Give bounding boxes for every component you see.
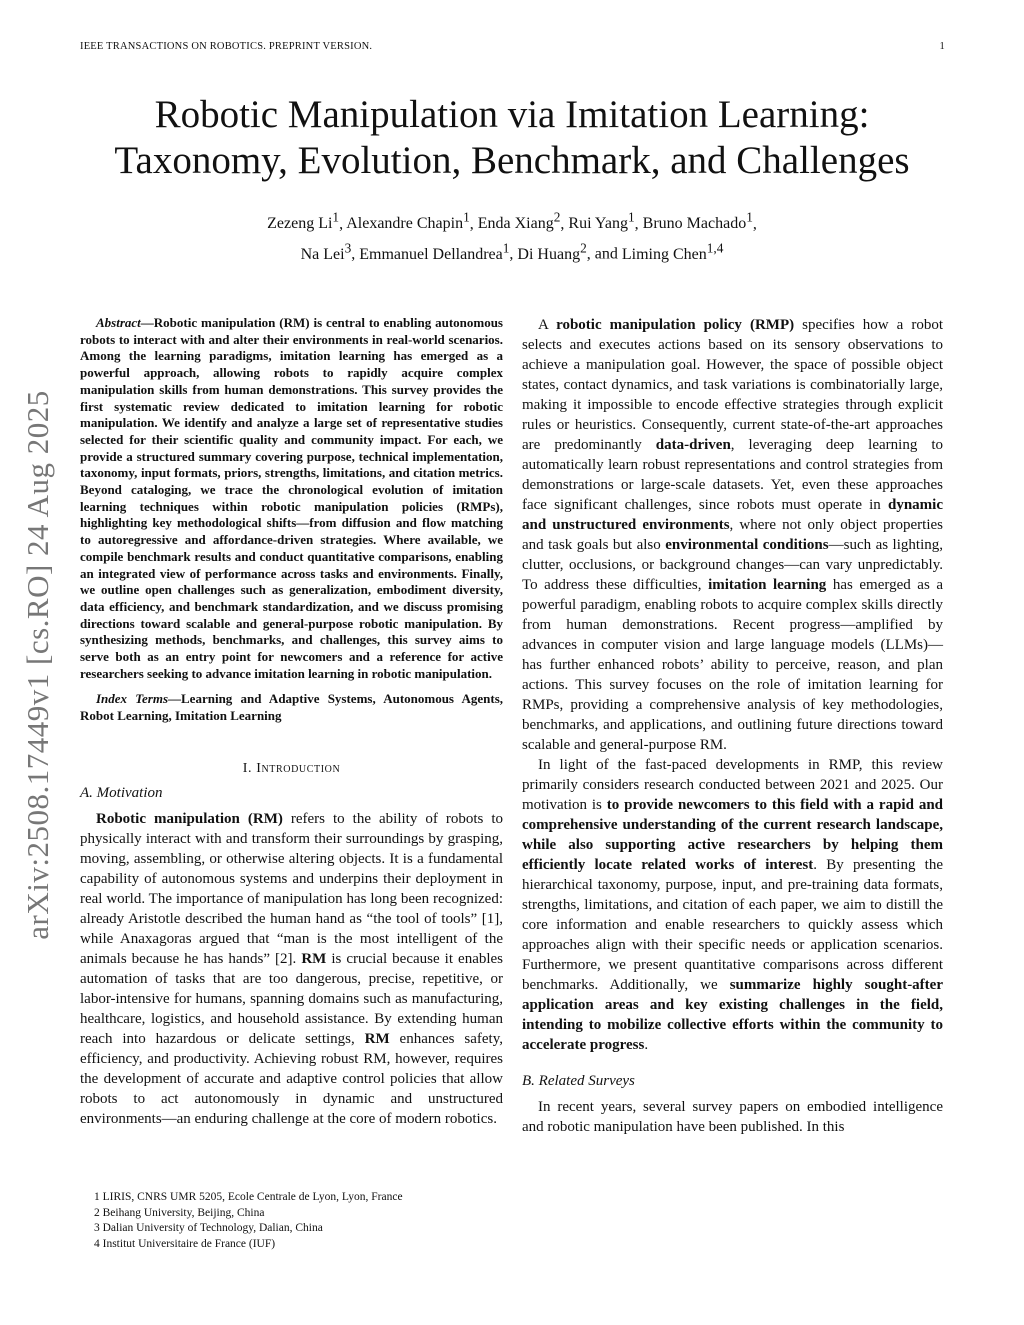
paragraph: In light of the fast-paced developments in RMP, this review primarily considers research conducted between 2021 and 2025. Our motivation is to provide newcomers to this field with a rapid and comprehensive understanding of the current research landscape, while also supporting active researchers by helping them efficiently locate related works of interest. By presenting the hierarchical taxonomy, purpose, input, and pre-training data formats, strengths, limitations, and citation of each paper, we aim to distill the core information and enable researchers to quickly assess which approaches align with their specific needs or application scenarios. Furthermore, we present quantitative comparisons across different benchmarks. Additionally, we summarize highly sought-after application areas and key existing challenges in the field, intending to mobilize collective efforts within the community to accelerate progress. xyxy=(522,757,944,1053)
author: Liming Chen$^{1,4}$ xyxy=(621,240,724,263)
footnote: 2 Beihang University, Beijing, China xyxy=(94,1206,265,1219)
abstract-label: Abstract xyxy=(96,315,141,330)
author: Emmanuel Dellandrea$^1$ xyxy=(359,240,510,263)
title-line-2: Taxonomy, Evolution, Benchmark, and Challenges xyxy=(114,139,910,182)
author: Bruno Machado$^1$ xyxy=(642,210,753,233)
subsection-heading: A. Motivation xyxy=(80,784,163,801)
left-column xyxy=(80,315,503,1129)
paragraph-continued: enhances safety, efficiency, and productivity. Achieving robust RM, however, requires the development of accurate and adaptive control policies that allow robots to act autonomously in dynamic and unstructured environments—an enduring challenge at the core of modern robotics. xyxy=(80,1030,503,1127)
title-line-1: Robotic Manipulation via Imitation Learning: xyxy=(154,93,870,136)
page-number: 1 xyxy=(939,41,945,52)
author: Alexandre Chapin$^1$ xyxy=(346,210,470,233)
arxiv-identifier-text: arXiv:2508.17449v1 [cs.RO] 24 Aug 2025 xyxy=(20,390,55,940)
affiliation-footnotes xyxy=(80,1190,510,1252)
right-column xyxy=(522,315,943,1137)
footnote: 4 Institut Universitaire de France (IUF) xyxy=(94,1237,276,1250)
author: Di Huang$^2$ xyxy=(517,240,587,263)
paragraph: In recent years, several survey papers on embodied intelligence and robotic manipulation have been published. In this xyxy=(522,1099,943,1135)
footnote: 3 Dalian University of Technology, Dalian, China xyxy=(94,1222,323,1234)
index-terms-text: —Learning and Adaptive Systems, Autonomous Agents, Robot Learning, Imitation Learning xyxy=(80,691,504,724)
arxiv-identifier xyxy=(18,370,58,960)
author: Na Lei$^3$ xyxy=(300,240,352,263)
journal-name: IEEE TRANSACTIONS ON ROBOTICS. PREPRINT VERSION. xyxy=(80,41,373,52)
index-terms xyxy=(80,691,503,724)
author: Zezeng Li$^1$ xyxy=(267,210,340,233)
abstract xyxy=(80,315,503,682)
author: Enda Xiang$^2$ xyxy=(477,210,561,233)
author: Rui Yang$^1$ xyxy=(568,210,635,233)
index-terms-label: Index Terms xyxy=(96,691,169,707)
subsection-heading: B. Related Surveys xyxy=(522,1073,635,1089)
paragraph: A robotic manipulation policy (RMP) specifies how a robot selects and executes actions based on its sensory observations to achieve a manipulation goal. However, the space of possible object states, contact dynamics, and task variations is combinatorially large, making it impossible to encode effective strategies through explicit rules or heuristics. Consequently, current state-of-the-art approaches are predominantly data-driven, leveraging deep learning to automatically learn robust representations and control strategies from demonstrations or large-scale datasets. Yet, even these approaches face significant challenges, since robots must operate in dynamic and unstructured environments, where not only object properties and task goals but also environmental conditions—such as lighting, clutter, occlusions, or background changes—can vary unpredictably. To address these difficulties, imitation learning has emerged as a powerful paradigm, enabling robots to acquire complex skills directly from human demonstrations. Recent progress—amplified by advances in computer vision and large language models (LLMs)—has further enhanced robots’ ability to perceive, reason, and plan actions. This survey focuses on the role of imitation learning for RMPs, providing a comprehensive analysis of key methodologies, benchmarks, and applications, and outlining future directions toward scalable and general-purpose RM. xyxy=(522,317,943,753)
footnote: 1 LIRIS, CNRS UMR 5205, Ecole Centrale de Lyon, Lyon, France xyxy=(94,1191,403,1203)
paragraph: Robotic manipulation (RM) refers to the ability of robots to physically interact with and transform their surroundings by grasping, moving, assembling, or otherwise altering objects. It is a fundamental capability of autonomous systems and underpins their deployment in real world. The importance of manipulation has long been recognized: already Aristotle described the human hand as “the tool of tools” [1], while Anaxagoras argued that “man is the most intelligent of the animals because he has hands” [2]. RM is crucial because it enables automation of tasks that are too dangerous, precise, repetitive, or labor-intensive for humans, spanning domains such as manufacturing, healthcare, logistics, and household assistance. By extending human reach into hazardous or delicate settings, RM enhances safety, efficiency, and productivity. Achieving robust RM, however, requires the development of accurate and adaptive control policies that allow robots to act autonomously in dynamic and unstructured environments—an enduring challenge at the core of modern robotics. xyxy=(80,810,504,1127)
running-head xyxy=(80,41,945,52)
section-heading: I. Introduction xyxy=(242,760,341,776)
paper-title xyxy=(60,92,964,184)
author-list: Zezeng Li$^1$, Alexandre Chapin$^1$, Enda Xiang$^2$, Rui Yang$^1$, Bruno Machado$^1$, Na Lei$^3$, Emmanuel Dellandrea$^1$, Di Huang$^2$, and Liming Chen$^{1,4}$ xyxy=(267,210,757,263)
abstract-text: —Robotic manipulation (RM) is central to enabling autonomous robots to interact with and alter their environments in real-world scenarios. Among the learning paradigms, imitation learning has emerged as a powerful approach, allowing robots to rapidly acquire complex manipulation skills from human demonstrations. This survey provides the first systematic review dedicated to imitation learning for robotic manipulation. We identify and analyze a large set of representative studies selected for their scientific quality and community impact. For each, we provide a structured summary covering purpose, technical implementation, taxonomy, input formats, priors, strengths, limitations, and citation metrics. Beyond cataloging, we trace the chronological evolution of imitation learning techniques within robotic manipulation policies (RMPs), highlighting key methodological shifts—from diffusion and flow matching to autoregressive and affordance-driven strategies. Where available, we compile benchmark results and conduct quantitative comparisons, enabling an integrated view of performance across tasks and environments. Finally, we outline open challenges such as generalization, embodiment diversity, data efficiency, and benchmark standardization, and we discuss promising directions toward scalable and general-purpose robotic manipulation. By synthesizing methods, benchmarks, and challenges, this survey aims to serve both as an entry point for newcomers and a reference for active researchers seeking to advance imitation learning in robotic manipulation. xyxy=(80,315,503,681)
